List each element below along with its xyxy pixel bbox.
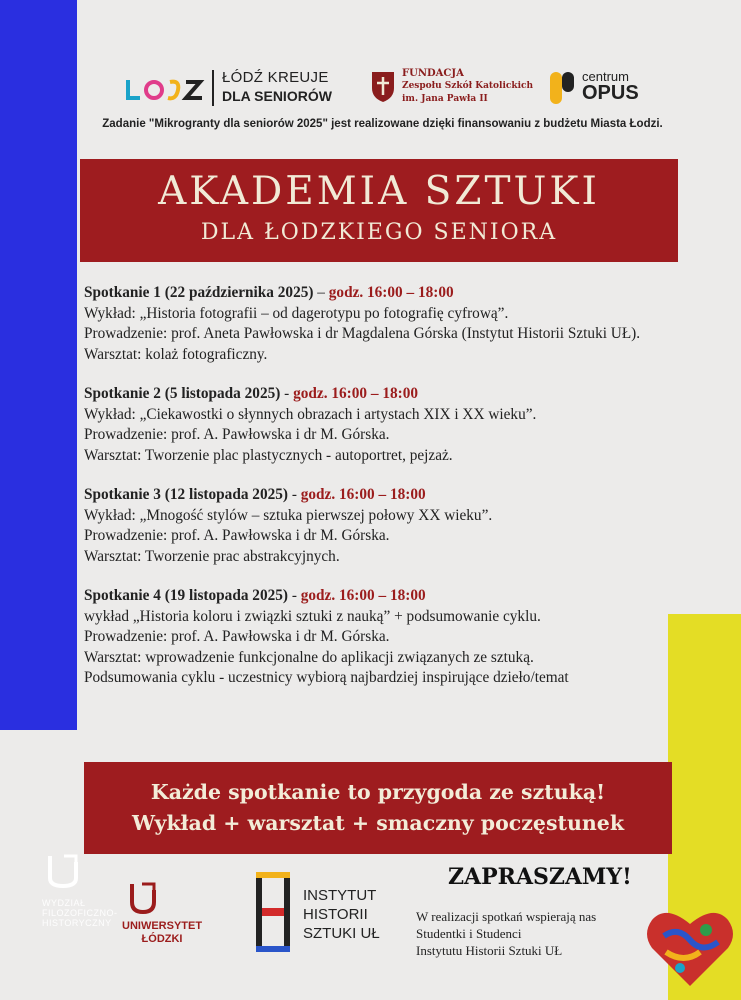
uniwersytet-logo-icon — [128, 880, 158, 916]
meeting-1-line: Prowadzenie: prof. Aneta Pawłowska i dr Magdalena Górska (Instytut Historii Sztuki UŁ). — [84, 325, 641, 342]
instytut-line1: INSTYTUT — [303, 887, 377, 904]
meeting-3-line: Wykład: „Mnogość stylów – sztuka pierwszej połowy XX wieku”. — [84, 506, 493, 524]
fundacja-text — [402, 67, 533, 106]
meeting-1-line: Warsztat: kolaż fotograficzny. — [84, 345, 268, 363]
meeting-4-time: godz. 16:00 – 18:00 — [300, 587, 426, 604]
meeting-4-head: Spotkanie 4 (19 listopada 2025) — [84, 587, 288, 604]
fundacja-line2: Zespołu Szkół Katolickich — [402, 81, 534, 91]
instytut-line2: HISTORII — [303, 906, 368, 923]
slogan-banner — [84, 762, 672, 854]
meeting-1 — [84, 283, 659, 365]
meeting-4-line: Podsumowania cyklu - uczestnicy wybiorą najbardziej inspirujące dzieło/temat — [84, 669, 569, 686]
funding-note: Zadanie "Mikrogranty dla seniorów 2025" jest realizowane dzięki finansowaniu z budżetu Miasta Łodzi. — [102, 118, 663, 130]
lodz-kreuje-line2: DLA SENIORÓW — [222, 88, 332, 104]
meeting-1-time: godz. 16:00 – 18:00 — [328, 284, 454, 301]
meeting-1-sep: – — [313, 284, 329, 301]
slogan-line2: Wykład + warsztat + smaczny poczęstunek — [131, 811, 625, 835]
meeting-4-line: Prowadzenie: prof. A. Pawłowska i dr M. Górska. — [84, 628, 390, 645]
meeting-4-line: wykład „Historia koloru i związki sztuki z nauką” + podsumowanie cyklu. — [84, 607, 541, 625]
instytut-logo-icon — [252, 870, 294, 954]
heart-icon — [644, 906, 736, 990]
slogan-line1: Każde spotkanie to przygoda ze sztuką! — [150, 780, 606, 804]
meeting-3 — [84, 485, 659, 567]
opus-text — [582, 68, 639, 102]
support-line3: Instytutu Historii Sztuki UŁ — [416, 943, 563, 958]
uniwersytet-line1: UNIWERSYTET — [122, 920, 203, 932]
support-line2: Studentki i Studenci — [416, 926, 522, 941]
meeting-2-time: godz. 16:00 – 18:00 — [293, 385, 419, 402]
meeting-2 — [84, 384, 659, 466]
wydzial-line1: WYDZIAŁ — [42, 898, 86, 908]
blue-decor-bar — [0, 0, 77, 730]
meeting-3-head: Spotkanie 3 (12 listopada 2025) — [84, 486, 288, 503]
fundacja-line3: im. Jana Pawła II — [402, 94, 488, 104]
title-banner — [80, 159, 678, 262]
fundacja-crest-icon — [370, 68, 396, 104]
meeting-2-line: Warsztat: Tworzenie plac plastycznych - autoportret, pejzaż. — [84, 446, 453, 464]
sponsor-logos — [120, 66, 680, 112]
opus-line2: OPUS — [582, 82, 639, 104]
title-line1: AKADEMIA SZTUKI — [158, 169, 600, 214]
wydzial-line3: HISTORYCZNY — [42, 918, 112, 928]
instytut-text — [303, 886, 380, 943]
meeting-2-sep: - — [280, 385, 294, 402]
meeting-1-head: Spotkanie 1 (22 października 2025) — [84, 284, 314, 301]
lodz-kreuje-text — [222, 68, 332, 106]
invitation-heading: ZAPRASZAMY! — [448, 864, 632, 890]
uniwersytet-text — [122, 920, 202, 946]
lodz-kreuje-line1: ŁÓDŹ KREUJE — [222, 69, 329, 86]
title-line2: DLA ŁODZKIEGO SENIORA — [200, 220, 558, 245]
meeting-4 — [84, 586, 659, 689]
meeting-2-line: Wykład: „Ciekawostki o słynnych obrazach i artystach XIX i XX wieku”. — [84, 405, 537, 423]
meeting-2-line: Prowadzenie: prof. A. Pawłowska i dr M. Górska. — [84, 426, 390, 443]
meeting-3-sep: - — [288, 486, 301, 503]
meeting-4-sep: - — [288, 587, 301, 604]
meeting-4-line: Warsztat: wprowadzenie funkcjonalne do aplikacji związanych ze sztuką. — [84, 648, 534, 666]
meeting-3-line: Warsztat: Tworzenie prac abstrakcyjnych. — [84, 547, 340, 565]
opus-logo-icon — [548, 68, 580, 108]
fundacja-line1: FUNDACJA — [402, 68, 464, 79]
uniwersytet-line2: ŁÓDZKI — [141, 933, 183, 945]
instytut-line3: SZTUKI UŁ — [303, 925, 380, 942]
meetings-list — [84, 283, 659, 708]
support-note — [416, 908, 596, 959]
meeting-2-head: Spotkanie 2 (5 listopada 2025) — [84, 385, 281, 402]
wydzial-logo-icon — [46, 852, 80, 890]
support-line1: W realizacji spotkań wspierają nas — [416, 909, 597, 924]
lodz-city-logo-icon — [124, 72, 210, 106]
meeting-1-line: Wykład: „Historia fotografii – od dagerotypu po fotografię cyfrową”. — [84, 304, 509, 322]
wydzial-line2: FILOZOFICZNO- — [42, 908, 118, 918]
meeting-3-line: Prowadzenie: prof. A. Pawłowska i dr M. Górska. — [84, 527, 390, 544]
meeting-3-time: godz. 16:00 – 18:00 — [300, 486, 426, 503]
opus-line1: centrum — [582, 69, 629, 84]
logo-divider — [212, 70, 214, 106]
